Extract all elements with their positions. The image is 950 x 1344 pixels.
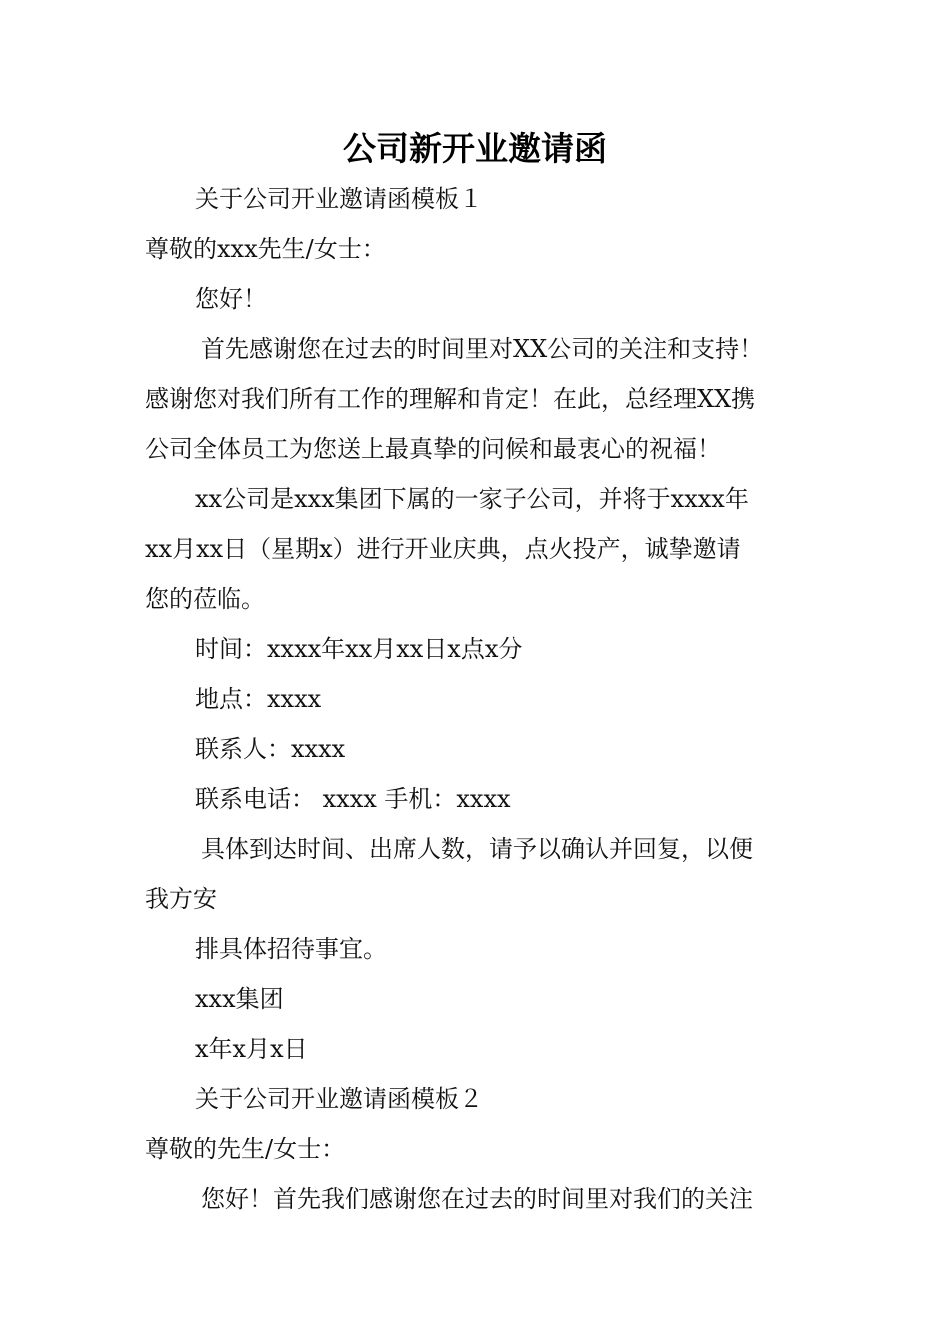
signature-org: xxx集团 bbox=[195, 985, 284, 1013]
body-paragraph-line: 您好！首先我们感谢您在过去的时间里对我们的关注 bbox=[201, 1185, 753, 1213]
signature-date: x年x月x日 bbox=[195, 1035, 308, 1063]
section-heading: 关于公司开业邀请函模板１ bbox=[195, 185, 483, 213]
body-paragraph-line: 排具体招待事宜。 bbox=[195, 935, 387, 963]
event-time: 时间：xxxx年xx月xx日x点x分 bbox=[195, 635, 523, 663]
body-paragraph-line: 我方安 bbox=[145, 885, 217, 913]
contact-phone: 联系电话： xxxx 手机：xxxx bbox=[195, 785, 511, 813]
salutation: 尊敬的xxx先生/女士： bbox=[145, 235, 386, 263]
contact-person: 联系人：xxxx bbox=[195, 735, 346, 763]
document-title: 公司新开业邀请函 bbox=[343, 129, 607, 168]
section-heading: 关于公司开业邀请函模板２ bbox=[195, 1085, 483, 1113]
body-paragraph-line: 您的莅临。 bbox=[145, 585, 265, 613]
event-location: 地点：xxxx bbox=[195, 685, 322, 713]
body-paragraph-line: 首先感谢您在过去的时间里对XX公司的关注和支持！ bbox=[201, 335, 764, 363]
body-paragraph-line: xx月xx日（星期x）进行开业庆典，点火投产，诚挚邀请 bbox=[145, 535, 741, 563]
body-paragraph-line: 具体到达时间、出席人数，请予以确认并回复，以便 bbox=[201, 835, 753, 863]
body-paragraph-line: 感谢您对我们所有工作的理解和肯定！在此，总经理XX携 bbox=[145, 385, 756, 413]
greeting: 您好！ bbox=[195, 285, 267, 313]
body-paragraph-line: 公司全体员工为您送上最真挚的问候和最衷心的祝福！ bbox=[145, 435, 721, 463]
body-paragraph-line: xx公司是xxx集团下属的一家子公司，并将于xxxx年 bbox=[195, 485, 749, 513]
salutation: 尊敬的先生/女士： bbox=[145, 1135, 346, 1163]
